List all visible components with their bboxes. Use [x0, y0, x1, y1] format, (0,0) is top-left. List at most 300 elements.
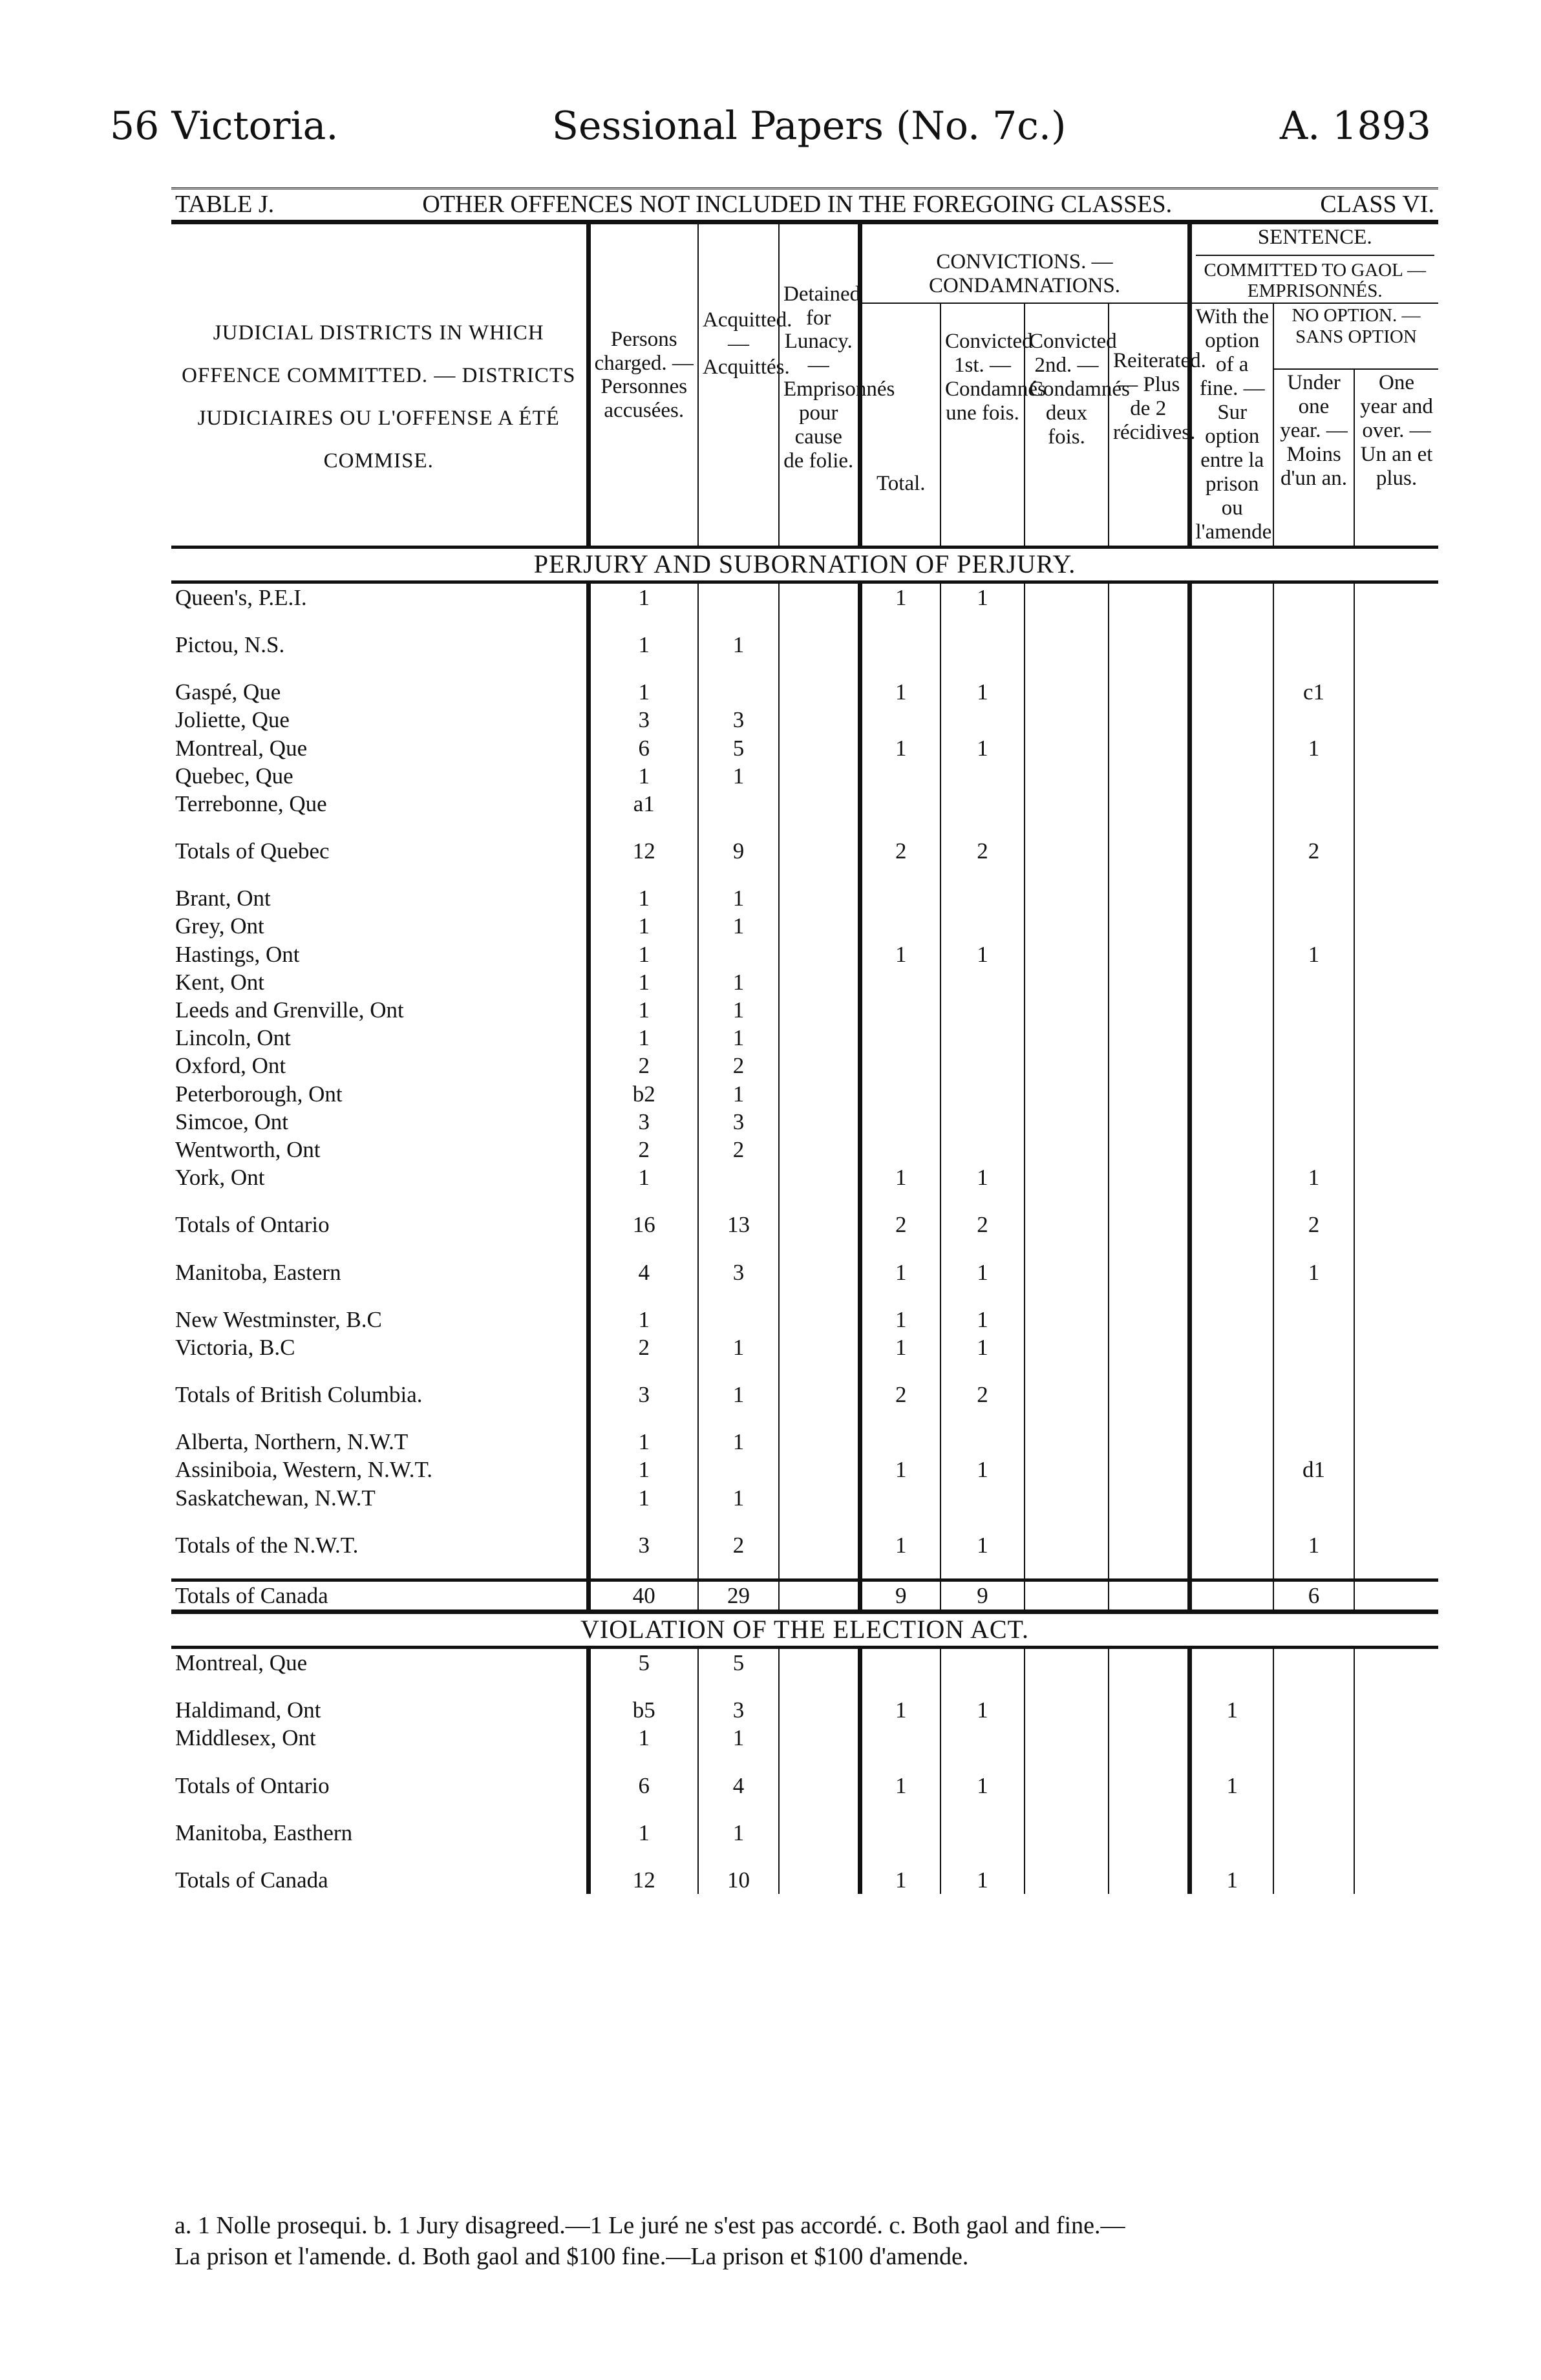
cell-convicted-second: [1025, 762, 1109, 790]
spacer-row: [171, 1361, 1438, 1381]
cell-with-option: [1189, 1108, 1273, 1136]
cell-charged: 2: [588, 1333, 698, 1361]
cell-year-over: [1354, 1259, 1438, 1286]
cell-convicted-second: [1025, 1772, 1109, 1800]
cell-charged: 1: [588, 1163, 698, 1191]
cell-under-year: [1273, 1484, 1354, 1512]
cell-year-over: [1354, 1456, 1438, 1483]
cell-reiterated: [1109, 1306, 1189, 1333]
cell-reiterated: [1109, 1108, 1189, 1136]
totals-row: [171, 1866, 1438, 1894]
cell-total: [860, 912, 941, 940]
cell-with-option: [1189, 790, 1273, 818]
footnote-line-1: a. 1 Nolle prosequi. b. 1 Jury disagreed.—1 Le juré ne s'est pas accordé. c. Both gaol and fine.—: [175, 2212, 1125, 2239]
cell-under-year: [1273, 1648, 1354, 1677]
cell-acquitted: 1: [698, 1333, 779, 1361]
cell-convicted-first: [941, 1484, 1025, 1512]
totals-row: [171, 1531, 1438, 1559]
cell-reiterated: [1109, 1211, 1189, 1238]
cell-year-over: [1354, 1163, 1438, 1191]
table-row: [171, 968, 1438, 996]
spacer-row: [171, 818, 1438, 837]
cell-year-over: [1354, 582, 1438, 611]
cell-total: 1: [860, 582, 941, 611]
cell-with-option: [1189, 1333, 1273, 1361]
cell-reiterated: [1109, 1580, 1189, 1612]
cell-year-over: [1354, 1696, 1438, 1724]
cell-acquitted: [698, 1306, 779, 1333]
cell-district: Oxford, Ont: [175, 1053, 286, 1079]
cell-lunacy: [779, 1136, 860, 1163]
cell-convicted-second: [1025, 837, 1109, 865]
spacer-row: [171, 611, 1438, 631]
cell-under-year: [1273, 582, 1354, 611]
cell-acquitted: 10: [698, 1866, 779, 1894]
cell-year-over: [1354, 912, 1438, 940]
totals-row: [171, 1772, 1438, 1800]
cell-convicted-second: [1025, 1531, 1109, 1559]
cell-district: Kent, Ont: [175, 969, 265, 995]
totals-row: [171, 1211, 1438, 1238]
header-districts: JUDICIAL DISTRICTS IN WHICH OFFENCE COMMITTED. — DISTRICTS JUDICIAIRES OU L'OFFENSE A ÉTÉ COMMISE.: [182, 321, 576, 473]
cell-charged: 1: [588, 884, 698, 912]
footnote-line-2: La prison et l'amende. d. Both gaol and $100 fine.—La prison et $100 d'amende.: [175, 2242, 969, 2270]
cell-total: 1: [860, 1259, 941, 1286]
cell-with-option: [1189, 1024, 1273, 1052]
cell-reiterated: [1109, 1531, 1189, 1559]
cell-convicted-first: [941, 996, 1025, 1024]
cell-charged: 40: [588, 1580, 698, 1612]
cell-district: Leeds and Grenville, Ont: [175, 997, 404, 1023]
cell-year-over: [1354, 1772, 1438, 1800]
cell-with-option: [1189, 1531, 1273, 1559]
cell-charged: 5: [588, 1648, 698, 1677]
cell-district: Hastings, Ont: [175, 941, 300, 967]
cell-convicted-first: [941, 1108, 1025, 1136]
cell-with-option: [1189, 1080, 1273, 1108]
cell-total: 1: [860, 734, 941, 762]
table-row: [171, 940, 1438, 968]
cell-acquitted: 29: [698, 1580, 779, 1612]
table-row: [171, 1428, 1438, 1456]
cell-convicted-first: [941, 1136, 1025, 1163]
cell-reiterated: [1109, 582, 1189, 611]
cell-total: 2: [860, 1211, 941, 1238]
table-id: TABLE J.: [175, 191, 275, 218]
cell-convicted-second: [1025, 631, 1109, 659]
cell-with-option: [1189, 1211, 1273, 1238]
table-row: [171, 1696, 1438, 1724]
cell-convicted-first: 1: [941, 1333, 1025, 1361]
cell-total: [860, 968, 941, 996]
totals-row: [171, 1580, 1438, 1612]
cell-acquitted: 5: [698, 1648, 779, 1677]
offences-table: [171, 187, 1438, 1894]
cell-year-over: [1354, 968, 1438, 996]
cell-total: [860, 1108, 941, 1136]
cell-acquitted: 4: [698, 1772, 779, 1800]
cell-lunacy: [779, 1428, 860, 1456]
table-row: [171, 884, 1438, 912]
cell-lunacy: [779, 996, 860, 1024]
cell-district: Totals of British Columbia.: [175, 1382, 423, 1408]
cell-total: [860, 1484, 941, 1512]
cell-year-over: [1354, 1306, 1438, 1333]
cell-with-option: [1189, 996, 1273, 1024]
cell-district: Totals of the N.W.T.: [175, 1532, 359, 1558]
cell-district: Gaspé, Que: [175, 679, 281, 705]
header-acquitted: Acquitted. — Acquittés.: [698, 222, 779, 547]
cell-lunacy: [779, 631, 860, 659]
table-row: [171, 1456, 1438, 1483]
cell-total: 1: [860, 1866, 941, 1894]
cell-under-year: 1: [1273, 1259, 1354, 1286]
cell-lunacy: [779, 734, 860, 762]
cell-district: Lincoln, Ont: [175, 1025, 291, 1051]
cell-district: Wentworth, Ont: [175, 1136, 321, 1162]
cell-with-option: [1189, 884, 1273, 912]
cell-convicted-first: [941, 912, 1025, 940]
cell-acquitted: 1: [698, 631, 779, 659]
cell-with-option: [1189, 1819, 1273, 1847]
cell-lunacy: [779, 884, 860, 912]
cell-convicted-second: [1025, 1163, 1109, 1191]
cell-under-year: 1: [1273, 1531, 1354, 1559]
cell-total: 1: [860, 1456, 941, 1483]
cell-convicted-second: [1025, 1696, 1109, 1724]
header-sentence: [1189, 222, 1438, 303]
table-row: [171, 706, 1438, 734]
cell-reiterated: [1109, 912, 1189, 940]
cell-under-year: [1273, 1136, 1354, 1163]
cell-year-over: [1354, 1333, 1438, 1361]
cell-convicted-first: 1: [941, 1772, 1025, 1800]
cell-convicted-first: 1: [941, 1456, 1025, 1483]
table-row: [171, 1819, 1438, 1847]
cell-total: 1: [860, 1163, 941, 1191]
cell-year-over: [1354, 1080, 1438, 1108]
cell-convicted-second: [1025, 1052, 1109, 1079]
cell-total: [860, 1724, 941, 1752]
cell-district: Pictou, N.S.: [175, 632, 285, 657]
cell-lunacy: [779, 940, 860, 968]
cell-reiterated: [1109, 1052, 1189, 1079]
spacer-row: [171, 1408, 1438, 1428]
page-header: [110, 97, 1431, 155]
cell-under-year: c1: [1273, 678, 1354, 706]
cell-district: Totals of Ontario: [175, 1772, 330, 1798]
cell-lunacy: [779, 968, 860, 996]
cell-under-year: [1273, 1080, 1354, 1108]
cell-lunacy: [779, 1381, 860, 1408]
cell-district: New Westminster, B.C: [175, 1306, 382, 1332]
cell-lunacy: [779, 1259, 860, 1286]
cell-charged: 1: [588, 1724, 698, 1752]
cell-convicted-second: [1025, 678, 1109, 706]
cell-year-over: [1354, 837, 1438, 865]
cell-year-over: [1354, 1724, 1438, 1752]
cell-lunacy: [779, 1696, 860, 1724]
cell-convicted-first: [941, 1024, 1025, 1052]
cell-total: 1: [860, 1306, 941, 1333]
cell-acquitted: 1: [698, 968, 779, 996]
cell-charged: 1: [588, 631, 698, 659]
cell-convicted-first: 2: [941, 1381, 1025, 1408]
cell-with-option: [1189, 734, 1273, 762]
cell-lunacy: [779, 1456, 860, 1483]
cell-charged: 6: [588, 1772, 698, 1800]
cell-total: [860, 884, 941, 912]
section-title: PERJURY AND SUBORNATION OF PERJURY.: [171, 547, 1438, 582]
cell-convicted-second: [1025, 1080, 1109, 1108]
cell-total: 1: [860, 940, 941, 968]
cell-lunacy: [779, 1306, 860, 1333]
table-row: [171, 1108, 1438, 1136]
cell-district: Joliette, Que: [175, 707, 290, 733]
spacer-row: [171, 1191, 1438, 1211]
table-row: [171, 734, 1438, 762]
cell-lunacy: [779, 582, 860, 611]
cell-district: Peterborough, Ont: [175, 1081, 343, 1107]
spacer-row: [171, 865, 1438, 884]
table-row: [171, 762, 1438, 790]
cell-acquitted: [698, 1456, 779, 1483]
cell-district: Queen's, P.E.I.: [175, 584, 307, 610]
table-row: [171, 1259, 1438, 1286]
cell-convicted-second: [1025, 1333, 1109, 1361]
cell-charged: 3: [588, 1381, 698, 1408]
cell-under-year: [1273, 1108, 1354, 1136]
cell-charged: 1: [588, 678, 698, 706]
cell-charged: 16: [588, 1211, 698, 1238]
cell-with-option: [1189, 1456, 1273, 1483]
cell-convicted-second: [1025, 1259, 1109, 1286]
cell-reiterated: [1109, 678, 1189, 706]
cell-reiterated: [1109, 734, 1189, 762]
cell-acquitted: 1: [698, 1080, 779, 1108]
cell-district: York, Ont: [175, 1165, 265, 1191]
cell-under-year: d1: [1273, 1456, 1354, 1483]
cell-convicted-second: [1025, 968, 1109, 996]
cell-district: Montreal, Que: [175, 1650, 308, 1675]
cell-district: Manitoba, Easthern: [175, 1820, 353, 1845]
cell-total: 9: [860, 1580, 941, 1612]
cell-reiterated: [1109, 996, 1189, 1024]
spacer-row: [171, 1239, 1438, 1259]
header-year: A. 1893: [1279, 103, 1431, 149]
cell-charged: 2: [588, 1052, 698, 1079]
cell-total: [860, 996, 941, 1024]
cell-year-over: [1354, 1052, 1438, 1079]
cell-district: Assiniboia, Western, N.W.T.: [175, 1457, 433, 1483]
table-row: [171, 678, 1438, 706]
cell-acquitted: 2: [698, 1052, 779, 1079]
cell-convicted-first: 1: [941, 1163, 1025, 1191]
cell-convicted-first: [941, 1648, 1025, 1677]
cell-acquitted: 13: [698, 1211, 779, 1238]
section-title: VIOLATION OF THE ELECTION ACT.: [171, 1612, 1438, 1648]
cell-year-over: [1354, 1819, 1438, 1847]
cell-reiterated: [1109, 1333, 1189, 1361]
cell-year-over: [1354, 1484, 1438, 1512]
cell-district: Manitoba, Eastern: [175, 1259, 341, 1285]
spacer-row: [171, 1677, 1438, 1696]
header-second: Convicted 2nd. — Condamnés deux fois.: [1025, 303, 1109, 547]
cell-convicted-second: [1025, 1211, 1109, 1238]
table-row: [171, 1724, 1438, 1752]
cell-lunacy: [779, 1211, 860, 1238]
cell-charged: 3: [588, 1108, 698, 1136]
cell-under-year: [1273, 1333, 1354, 1361]
cell-acquitted: 3: [698, 1108, 779, 1136]
cell-year-over: [1354, 762, 1438, 790]
cell-district: Haldimand, Ont: [175, 1697, 321, 1723]
table-row: [171, 582, 1438, 611]
table-row: [171, 1136, 1438, 1163]
spacer-row: [171, 659, 1438, 678]
cell-convicted-first: [941, 1724, 1025, 1752]
column-header-row-1: [171, 222, 1438, 303]
cell-total: [860, 1024, 941, 1052]
cell-lunacy: [779, 762, 860, 790]
table-row: [171, 1333, 1438, 1361]
cell-reiterated: [1109, 1819, 1189, 1847]
cell-total: [860, 1052, 941, 1079]
cell-convicted-second: [1025, 1108, 1109, 1136]
cell-under-year: [1273, 968, 1354, 996]
cell-charged: b2: [588, 1080, 698, 1108]
cell-lunacy: [779, 1108, 860, 1136]
cell-convicted-second: [1025, 1866, 1109, 1894]
cell-acquitted: 3: [698, 1696, 779, 1724]
cell-lunacy: [779, 678, 860, 706]
cell-year-over: [1354, 790, 1438, 818]
cell-year-over: [1354, 678, 1438, 706]
cell-with-option: [1189, 1484, 1273, 1512]
cell-under-year: [1273, 1306, 1354, 1333]
header-papers: Sessional Papers (No. 7c.): [551, 103, 1067, 149]
cell-convicted-second: [1025, 1724, 1109, 1752]
cell-charged: 1: [588, 762, 698, 790]
cell-charged: a1: [588, 790, 698, 818]
table-title: OTHER OFFENCES NOT INCLUDED IN THE FOREGOING CLASSES.: [422, 191, 1173, 218]
cell-charged: 12: [588, 837, 698, 865]
cell-convicted-second: [1025, 1648, 1109, 1677]
cell-lunacy: [779, 790, 860, 818]
cell-convicted-first: 1: [941, 1866, 1025, 1894]
cell-acquitted: 1: [698, 912, 779, 940]
cell-total: 1: [860, 1333, 941, 1361]
cell-convicted-first: 1: [941, 1306, 1025, 1333]
cell-convicted-first: 2: [941, 837, 1025, 865]
cell-convicted-first: 2: [941, 1211, 1025, 1238]
table-body: [171, 547, 1438, 1894]
cell-total: [860, 1428, 941, 1456]
cell-acquitted: 1: [698, 996, 779, 1024]
cell-acquitted: 1: [698, 1819, 779, 1847]
cell-convicted-first: 1: [941, 1696, 1025, 1724]
statistics-table-frame: [171, 187, 1438, 2201]
cell-reiterated: [1109, 1080, 1189, 1108]
cell-lunacy: [779, 1484, 860, 1512]
cell-total: [860, 1648, 941, 1677]
cell-district: Middlesex, Ont: [175, 1725, 316, 1751]
cell-under-year: [1273, 631, 1354, 659]
cell-with-option: [1189, 1580, 1273, 1612]
cell-convicted-second: [1025, 1484, 1109, 1512]
cell-year-over: [1354, 1648, 1438, 1677]
cell-charged: b5: [588, 1696, 698, 1724]
cell-charged: 1: [588, 1484, 698, 1512]
cell-total: 1: [860, 1772, 941, 1800]
cell-with-option: [1189, 968, 1273, 996]
cell-reiterated: [1109, 1259, 1189, 1286]
cell-total: [860, 762, 941, 790]
cell-with-option: [1189, 912, 1273, 940]
cell-total: 1: [860, 678, 941, 706]
cell-acquitted: 1: [698, 1484, 779, 1512]
header-with-option: With the option of a fine. — Sur option entre la prison ou l'amende: [1189, 303, 1273, 547]
cell-under-year: [1273, 790, 1354, 818]
cell-year-over: [1354, 884, 1438, 912]
cell-lunacy: [779, 1819, 860, 1847]
cell-convicted-first: 9: [941, 1580, 1025, 1612]
cell-convicted-second: [1025, 940, 1109, 968]
cell-acquitted: [698, 582, 779, 611]
cell-with-option: [1189, 1724, 1273, 1752]
cell-total: 1: [860, 1531, 941, 1559]
cell-reiterated: [1109, 1381, 1189, 1408]
cell-charged: 1: [588, 1306, 698, 1333]
cell-under-year: [1273, 762, 1354, 790]
spacer-row: [171, 1847, 1438, 1866]
cell-district: Montreal, Que: [175, 735, 308, 761]
cell-with-option: 1: [1189, 1696, 1273, 1724]
cell-year-over: [1354, 1136, 1438, 1163]
cell-with-option: [1189, 940, 1273, 968]
cell-reiterated: [1109, 762, 1189, 790]
cell-under-year: 2: [1273, 1211, 1354, 1238]
cell-district: Quebec, Que: [175, 763, 293, 789]
cell-convicted-second: [1025, 996, 1109, 1024]
table-title-row: [171, 189, 1438, 222]
cell-convicted-first: [941, 706, 1025, 734]
cell-convicted-second: [1025, 1819, 1109, 1847]
cell-under-year: 2: [1273, 837, 1354, 865]
cell-district: Victoria, B.C: [175, 1334, 295, 1360]
cell-under-year: [1273, 1381, 1354, 1408]
spacer-row: [171, 1752, 1438, 1772]
cell-lunacy: [779, 1866, 860, 1894]
cell-charged: 1: [588, 996, 698, 1024]
cell-with-option: [1189, 1163, 1273, 1191]
cell-acquitted: 1: [698, 1381, 779, 1408]
table-row: [171, 790, 1438, 818]
cell-convicted-second: [1025, 582, 1109, 611]
cell-acquitted: 5: [698, 734, 779, 762]
cell-convicted-first: 1: [941, 940, 1025, 968]
section-heading-row: [171, 1612, 1438, 1648]
cell-under-year: 6: [1273, 1580, 1354, 1612]
cell-with-option: [1189, 1648, 1273, 1677]
cell-acquitted: 1: [698, 1724, 779, 1752]
cell-year-over: [1354, 706, 1438, 734]
cell-lunacy: [779, 1052, 860, 1079]
cell-district: Totals of Canada: [175, 1867, 328, 1893]
table-row: [171, 1080, 1438, 1108]
cell-with-option: [1189, 837, 1273, 865]
cell-year-over: [1354, 734, 1438, 762]
